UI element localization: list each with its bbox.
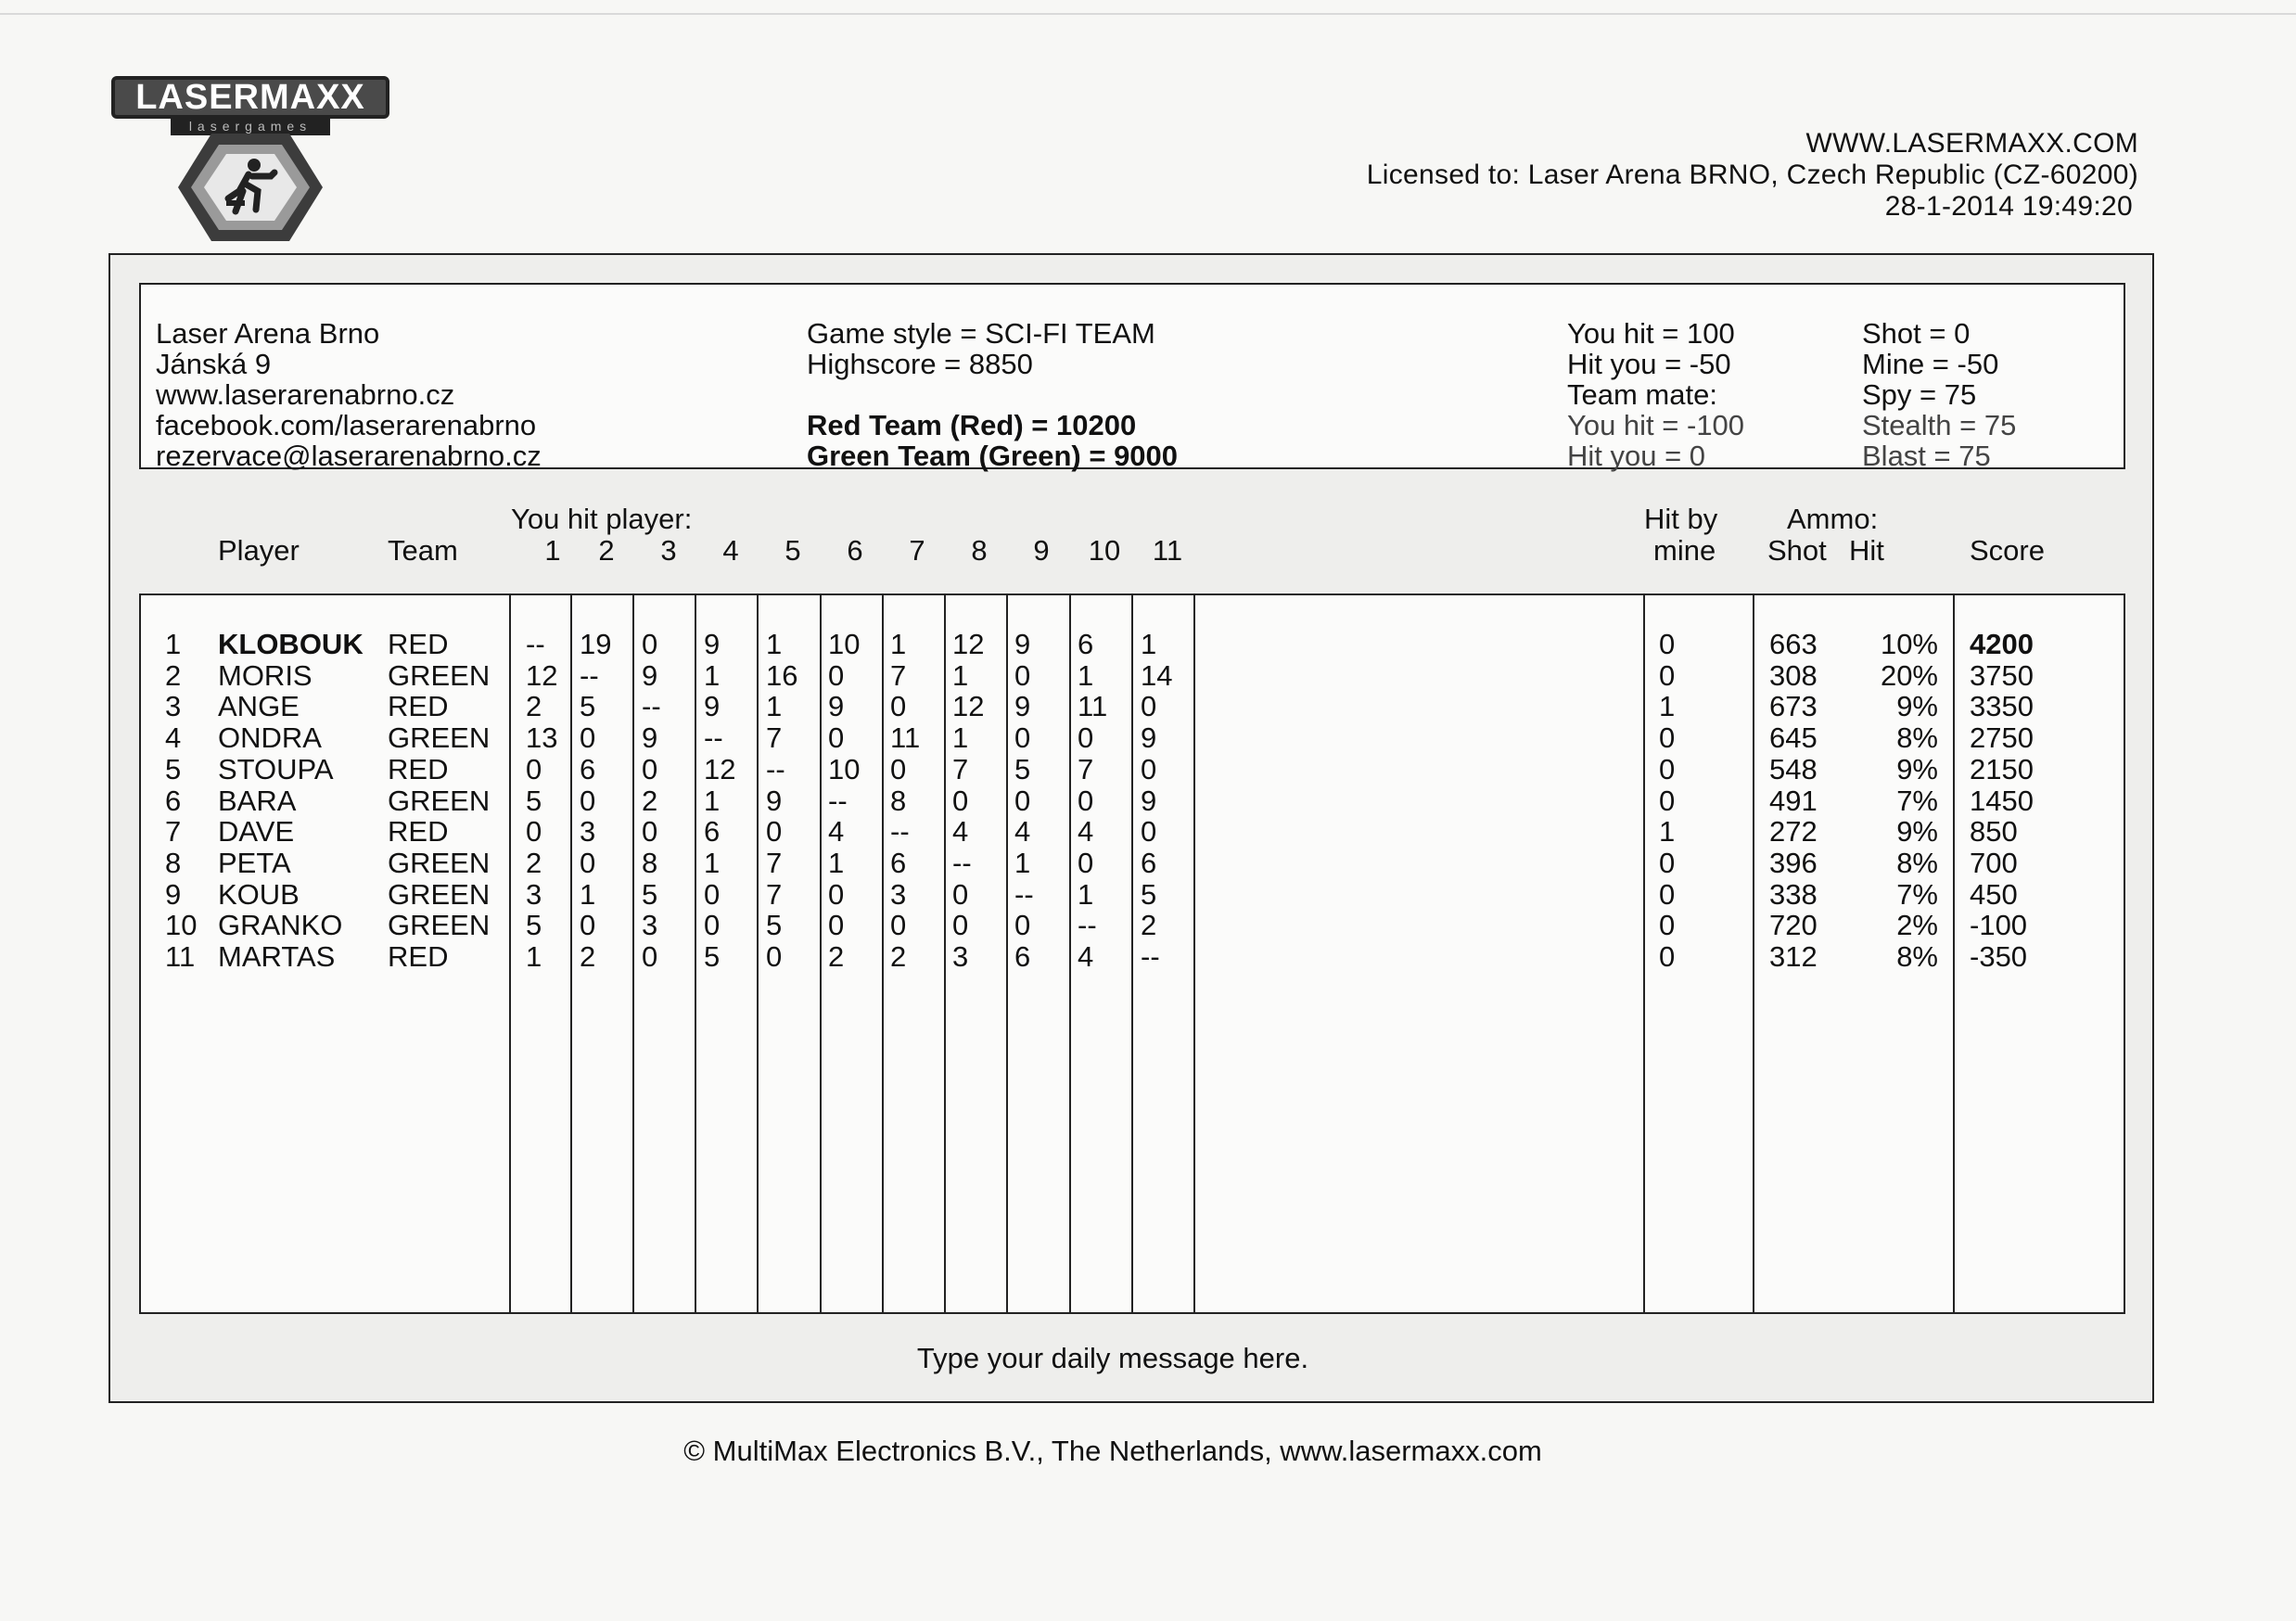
logo-wordmark: LASERMAXX (111, 76, 389, 119)
shots-fired: 272 (1769, 815, 1818, 849)
venue-name: Laser Arena Brno (156, 317, 380, 350)
hits-on-player-2: 2 (580, 940, 596, 973)
target-header-8: 8 (971, 534, 988, 567)
game-style: Game style = SCI-FI TEAM (807, 317, 1155, 350)
hits-on-player-3: 9 (642, 658, 658, 692)
player-team: GREEN (388, 846, 491, 879)
hits-on-player-9: 0 (1014, 721, 1031, 755)
hit-by-mine: 1 (1659, 815, 1676, 849)
hits-on-player-11: 0 (1141, 752, 1157, 785)
hits-on-player-9: -- (1014, 877, 1034, 911)
hit-by-mine: 0 (1659, 909, 1676, 942)
divider-col-2 (632, 594, 634, 1314)
rule-mine: Mine = -50 (1862, 348, 1999, 380)
hits-on-player-5: 16 (766, 658, 798, 692)
hits-on-player-1: 0 (526, 815, 542, 849)
player-number: 6 (165, 784, 182, 817)
player-team: RED (388, 940, 449, 973)
hits-on-player-11: -- (1141, 940, 1160, 973)
rule-team-you-hit: You hit = -100 (1567, 409, 1745, 441)
hits-on-player-8: 12 (952, 690, 985, 723)
hit-ratio: 9% (1896, 690, 1938, 723)
hits-on-player-4: 5 (704, 940, 721, 973)
hits-on-player-5: 7 (766, 721, 783, 755)
player-name: GRANKO (218, 909, 343, 942)
hits-on-player-1: 13 (526, 721, 558, 755)
hits-on-player-7: 0 (890, 690, 907, 723)
hits-on-player-10: 7 (1078, 752, 1094, 785)
hits-on-player-3: 0 (642, 628, 658, 660)
shots-fired: 673 (1769, 690, 1818, 723)
player-team: RED (388, 815, 449, 849)
hits-on-player-2: 0 (580, 909, 596, 942)
player-team: RED (388, 752, 449, 785)
hits-on-player-10: 1 (1078, 877, 1094, 911)
game-datetime: 28-1-2014 19:49:20 (1884, 191, 2133, 222)
hits-on-player-10: 4 (1078, 940, 1094, 973)
player-number: 7 (165, 815, 182, 849)
hits-on-player-5: 7 (766, 846, 783, 879)
hits-on-player-9: 9 (1014, 628, 1031, 660)
hits-on-player-7: 1 (890, 628, 907, 660)
hits-on-player-9: 4 (1014, 815, 1031, 849)
hits-on-player-4: 1 (704, 658, 721, 692)
green-team-score: Green Team (Green) = 9000 (807, 440, 1179, 472)
hits-on-player-10: 0 (1078, 846, 1094, 879)
hits-on-player-7: 0 (890, 752, 907, 785)
divider-col-11 (1193, 594, 1195, 1314)
hit-by-header: Hit by (1644, 503, 1718, 535)
hits-on-player-8: 7 (952, 752, 969, 785)
hits-on-player-10: 0 (1078, 721, 1094, 755)
player-team: GREEN (388, 784, 491, 817)
divider-ammo (1753, 594, 1754, 1314)
hits-on-player-3: 0 (642, 752, 658, 785)
hit-ratio: 9% (1896, 752, 1938, 785)
hits-on-player-9: 6 (1014, 940, 1031, 973)
hits-on-player-5: 0 (766, 815, 783, 849)
scoring-rules-right (1862, 318, 2016, 471)
hits-on-player-4: 0 (704, 877, 721, 911)
hits-on-player-2: 1 (580, 877, 596, 911)
you-hit-player-header: You hit player: (511, 503, 693, 535)
hits-on-player-1: 3 (526, 877, 542, 911)
divider-col-9 (1069, 594, 1071, 1314)
running-man-icon (174, 130, 326, 245)
rule-spy: Spy = 75 (1862, 378, 1977, 411)
rule-you-hit: You hit = 100 (1567, 317, 1735, 350)
shots-fired: 663 (1769, 628, 1818, 660)
logo-subtitle: lasergames (171, 117, 330, 135)
hits-on-player-3: 3 (642, 909, 658, 942)
player-team: GREEN (388, 658, 491, 692)
player-score: 3350 (1970, 690, 2034, 723)
mine-header: mine (1653, 534, 1716, 567)
player-team: RED (388, 690, 449, 723)
player-column-header: Player (218, 534, 300, 567)
target-header-2: 2 (598, 534, 615, 567)
rule-hit-you: Hit you = -50 (1567, 348, 1731, 380)
hit-ratio: 8% (1896, 846, 1938, 879)
highscore: Highscore = 8850 (807, 348, 1033, 380)
shots-fired: 338 (1769, 877, 1818, 911)
hits-on-player-5: 0 (766, 940, 783, 973)
player-name: MARTAS (218, 940, 336, 973)
hit-by-mine: 0 (1659, 658, 1676, 692)
team-column-header: Team (388, 534, 458, 567)
divider-score (1953, 594, 1955, 1314)
target-header-1: 1 (544, 534, 561, 567)
hits-on-player-1: 12 (526, 658, 558, 692)
player-team: GREEN (388, 909, 491, 942)
score-header: Score (1970, 534, 2045, 567)
rule-team-hit-you: Hit you = 0 (1567, 440, 1706, 472)
hits-on-player-5: 7 (766, 877, 783, 911)
player-score: 3750 (1970, 658, 2034, 692)
target-header-3: 3 (660, 534, 677, 567)
hits-on-player-5: 5 (766, 909, 783, 942)
hits-on-player-11: 5 (1141, 877, 1157, 911)
player-name: PETA (218, 846, 291, 879)
shots-fired: 308 (1769, 658, 1818, 692)
player-number: 1 (165, 628, 182, 660)
hits-on-player-11: 14 (1141, 658, 1173, 692)
venue-email: rezervace@laserarenabrno.cz (156, 440, 542, 472)
hits-on-player-3: 5 (642, 877, 658, 911)
hit-by-mine: 0 (1659, 940, 1676, 973)
hits-on-player-8: 0 (952, 784, 969, 817)
hits-on-player-2: -- (580, 658, 599, 692)
divider-mine (1643, 594, 1645, 1314)
hits-on-player-1: 1 (526, 940, 542, 973)
player-name: MORIS (218, 658, 313, 692)
hits-on-player-4: 0 (704, 909, 721, 942)
hits-on-player-1: 2 (526, 846, 542, 879)
venue-facebook: facebook.com/laserarenabrno (156, 409, 537, 441)
hits-on-player-7: -- (890, 815, 910, 849)
divider-col-3 (695, 594, 696, 1314)
venue-info (156, 318, 542, 471)
hits-on-player-1: 0 (526, 752, 542, 785)
hit-ratio: 7% (1896, 877, 1938, 911)
hits-on-player-6: 10 (828, 752, 861, 785)
hits-on-player-4: 6 (704, 815, 721, 849)
red-team-score: Red Team (Red) = 10200 (807, 409, 1137, 441)
player-score: -100 (1970, 909, 2028, 942)
hits-on-player-7: 2 (890, 940, 907, 973)
hits-on-player-6: 0 (828, 877, 845, 911)
shots-fired: 548 (1769, 752, 1818, 785)
hits-on-player-8: 12 (952, 628, 985, 660)
hits-on-player-1: 5 (526, 909, 542, 942)
hits-on-player-6: 10 (828, 628, 861, 660)
player-score: 450 (1970, 877, 2018, 911)
hits-on-player-4: -- (704, 721, 723, 755)
player-number: 11 (165, 940, 196, 973)
divider-col-8 (1006, 594, 1008, 1314)
hits-on-player-2: 5 (580, 690, 596, 723)
target-header-9: 9 (1033, 534, 1050, 567)
lasermaxx-logo (111, 76, 389, 248)
hits-on-player-7: 8 (890, 784, 907, 817)
hits-on-player-6: 0 (828, 909, 845, 942)
hits-on-player-11: 9 (1141, 784, 1157, 817)
daily-message: Type your daily message here. (916, 1342, 1309, 1374)
hits-on-player-7: 6 (890, 846, 907, 879)
hits-on-player-6: 0 (828, 658, 845, 692)
hits-on-player-4: 1 (704, 846, 721, 879)
hits-on-player-7: 3 (890, 877, 907, 911)
divider-col-7 (944, 594, 946, 1314)
player-number: 3 (165, 690, 182, 723)
player-name: KLOBOUK (218, 628, 364, 660)
website-header: WWW.LASERMAXX.COM (1805, 128, 2138, 159)
hits-on-player-2: 19 (580, 628, 612, 660)
player-number: 10 (165, 909, 198, 942)
rule-stealth: Stealth = 75 (1862, 409, 2017, 441)
hits-on-player-5: 1 (766, 690, 783, 723)
shots-fired: 396 (1769, 846, 1818, 879)
hits-on-player-8: 3 (952, 940, 969, 973)
hits-on-player-3: 2 (642, 784, 658, 817)
hit-header: Hit (1849, 534, 1884, 567)
target-header-4: 4 (722, 534, 739, 567)
player-number: 4 (165, 721, 182, 755)
target-header-11: 11 (1152, 534, 1183, 567)
player-score: -350 (1970, 940, 2028, 973)
shots-fired: 645 (1769, 721, 1818, 755)
hit-by-mine: 0 (1659, 721, 1676, 755)
player-score: 2750 (1970, 721, 2034, 755)
hits-on-player-5: -- (766, 752, 785, 785)
player-score: 2150 (1970, 752, 2034, 785)
hits-on-player-2: 0 (580, 784, 596, 817)
hit-ratio: 2% (1896, 909, 1938, 942)
rule-team-mate: Team mate: (1567, 378, 1717, 411)
player-name: KOUB (218, 877, 300, 911)
hits-on-player-4: 1 (704, 784, 721, 817)
hits-on-player-4: 12 (704, 752, 736, 785)
hits-on-player-9: 1 (1014, 846, 1031, 879)
hits-on-player-4: 9 (704, 628, 721, 660)
hit-by-mine: 0 (1659, 784, 1676, 817)
hits-on-player-10: 0 (1078, 784, 1094, 817)
rule-shot: Shot = 0 (1862, 317, 1971, 350)
rule-blast: Blast = 75 (1862, 440, 1991, 472)
copyright-footer: © MultiMax Electronics B.V., The Netherlands, www.lasermaxx.com (683, 1435, 1542, 1467)
hits-on-player-9: 0 (1014, 658, 1031, 692)
player-number: 9 (165, 877, 182, 911)
player-team: GREEN (388, 877, 491, 911)
hits-on-player-9: 5 (1014, 752, 1031, 785)
hit-ratio: 8% (1896, 721, 1938, 755)
hits-on-player-6: 4 (828, 815, 845, 849)
target-header-6: 6 (847, 534, 863, 567)
hit-ratio: 20% (1880, 658, 1938, 692)
target-header-10: 10 (1088, 534, 1121, 567)
hit-ratio: 10% (1880, 628, 1938, 660)
player-number: 2 (165, 658, 182, 692)
scoring-rules-left (1567, 318, 1744, 471)
target-header-5: 5 (784, 534, 801, 567)
divider-col-6 (882, 594, 884, 1314)
hits-on-player-8: 0 (952, 909, 969, 942)
shots-fired: 491 (1769, 784, 1818, 817)
hits-on-player-10: 6 (1078, 628, 1094, 660)
hits-on-player-6: -- (828, 784, 848, 817)
player-number: 8 (165, 846, 182, 879)
divider-col-10 (1131, 594, 1133, 1314)
game-info (807, 318, 1178, 471)
player-score: 4200 (1970, 628, 2034, 660)
hit-ratio: 9% (1896, 815, 1938, 849)
hits-on-player-2: 6 (580, 752, 596, 785)
hit-by-mine: 0 (1659, 846, 1676, 879)
venue-website: www.laserarenabrno.cz (156, 378, 455, 411)
target-header-7: 7 (909, 534, 925, 567)
player-name: ONDRA (218, 721, 322, 755)
ammo-header: Ammo: (1787, 503, 1879, 535)
hits-on-player-6: 9 (828, 690, 845, 723)
divider-team-hits (509, 594, 511, 1314)
hits-on-player-2: 3 (580, 815, 596, 849)
hit-by-mine: 0 (1659, 752, 1676, 785)
player-name: BARA (218, 784, 297, 817)
hits-on-player-6: 0 (828, 721, 845, 755)
hits-on-player-11: 9 (1141, 721, 1157, 755)
hit-by-mine: 0 (1659, 877, 1676, 911)
divider-col-1 (570, 594, 572, 1314)
hits-on-player-3: 8 (642, 846, 658, 879)
hits-on-player-3: 0 (642, 940, 658, 973)
player-score: 1450 (1970, 784, 2034, 817)
hits-on-player-9: 0 (1014, 784, 1031, 817)
hits-on-player-11: 2 (1141, 909, 1157, 942)
hits-on-player-7: 0 (890, 909, 907, 942)
player-team: RED (388, 628, 449, 660)
shots-fired: 720 (1769, 909, 1818, 942)
player-name: DAVE (218, 815, 295, 849)
hits-on-player-9: 9 (1014, 690, 1031, 723)
hits-on-player-2: 0 (580, 721, 596, 755)
hits-on-player-7: 11 (890, 721, 921, 755)
hits-on-player-10: 11 (1078, 690, 1108, 723)
shot-header: Shot (1767, 534, 1827, 567)
hits-on-player-11: 1 (1141, 628, 1157, 660)
top-edge-rule (0, 13, 2296, 15)
player-name: ANGE (218, 690, 300, 723)
hits-on-player-11: 0 (1141, 815, 1157, 849)
hits-on-player-11: 0 (1141, 690, 1157, 723)
player-score: 850 (1970, 815, 2018, 849)
hits-on-player-8: 1 (952, 658, 969, 692)
hits-on-player-7: 7 (890, 658, 907, 692)
divider-col-5 (820, 594, 822, 1314)
hits-on-player-8: 0 (952, 877, 969, 911)
player-team: GREEN (388, 721, 491, 755)
hits-on-player-9: 0 (1014, 909, 1031, 942)
player-number: 5 (165, 752, 182, 785)
venue-address: Jánská 9 (156, 348, 272, 380)
hits-on-player-3: 9 (642, 721, 658, 755)
hit-by-mine: 1 (1659, 690, 1676, 723)
hits-on-player-1: 5 (526, 784, 542, 817)
hits-on-player-1: -- (526, 628, 545, 660)
hits-on-player-6: 2 (828, 940, 845, 973)
hits-on-player-1: 2 (526, 690, 542, 723)
hits-on-player-8: 1 (952, 721, 969, 755)
hits-on-player-3: -- (642, 690, 661, 723)
hit-by-mine: 0 (1659, 628, 1676, 660)
hits-on-player-3: 0 (642, 815, 658, 849)
player-score: 700 (1970, 846, 2018, 879)
hits-on-player-8: 4 (952, 815, 969, 849)
hit-ratio: 7% (1896, 784, 1938, 817)
hits-on-player-10: 1 (1078, 658, 1094, 692)
license-line: Licensed to: Laser Arena BRNO, Czech Republic (CZ-60200) (1366, 160, 2138, 190)
divider-col-4 (757, 594, 759, 1314)
hits-on-player-2: 0 (580, 846, 596, 879)
hits-on-player-11: 6 (1141, 846, 1157, 879)
hits-on-player-10: 4 (1078, 815, 1094, 849)
hits-on-player-5: 9 (766, 784, 783, 817)
hits-on-player-8: -- (952, 846, 972, 879)
hits-on-player-4: 9 (704, 690, 721, 723)
hits-on-player-5: 1 (766, 628, 783, 660)
hits-on-player-6: 1 (828, 846, 845, 879)
hits-on-player-10: -- (1078, 909, 1097, 942)
hit-ratio: 8% (1896, 940, 1938, 973)
player-name: STOUPA (218, 752, 334, 785)
shots-fired: 312 (1769, 940, 1818, 973)
